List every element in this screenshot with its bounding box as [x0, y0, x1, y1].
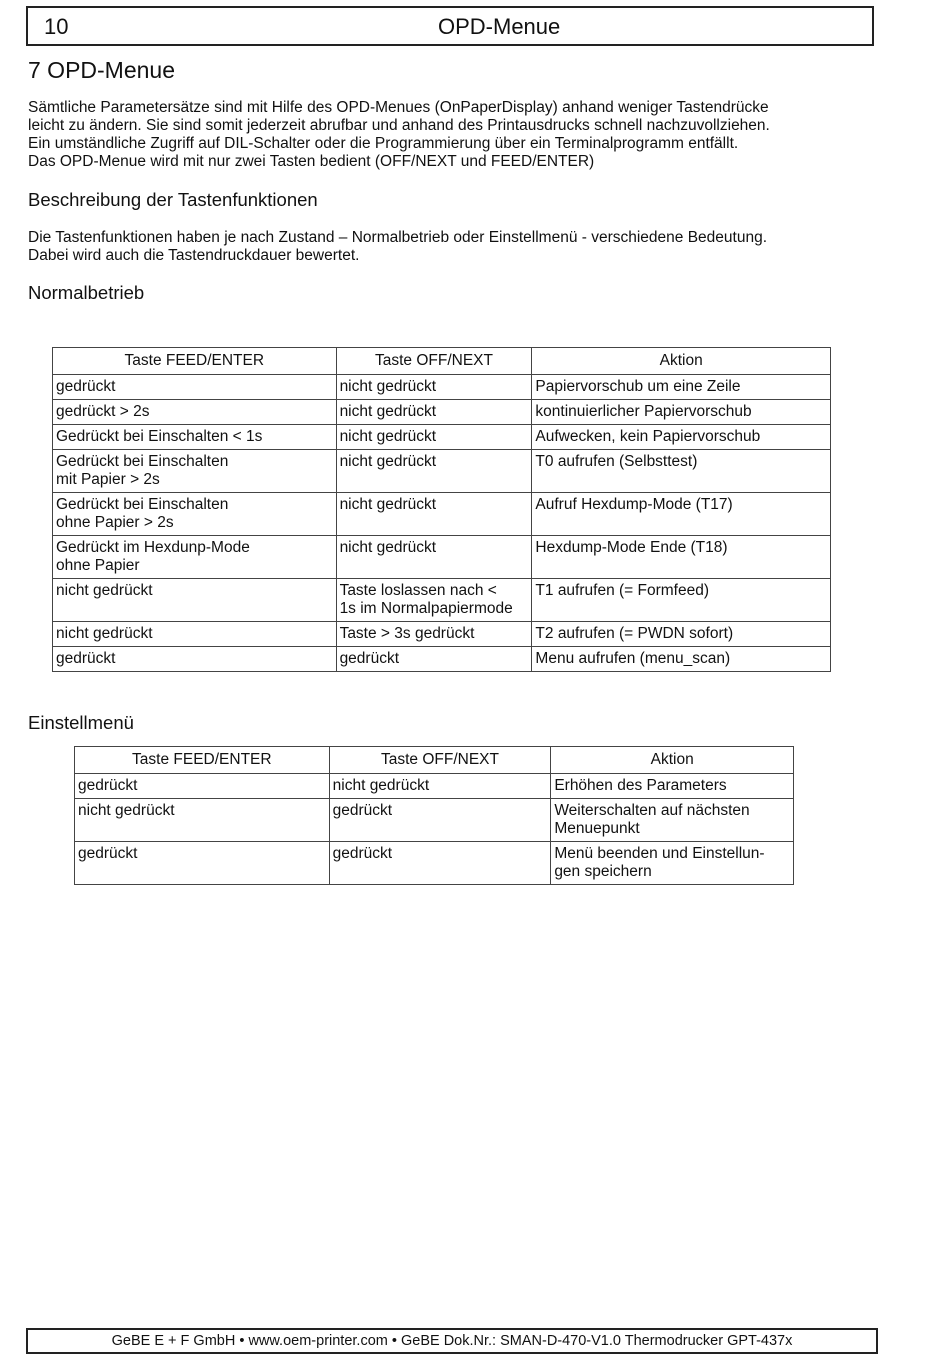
cell-line: Menu aufrufen (menu_scan) [535, 650, 731, 667]
cell-line: T2 aufrufen (= PWDN sofort) [535, 625, 734, 642]
page-number: 10 [44, 14, 69, 39]
cell-line: nicht gedrückt [332, 777, 430, 794]
footer-text: GeBE E + F GmbH • www.oem-printer.com • GeBE Dok.Nr.: SMAN-D-470-V1.0 Thermodrucker GPT-437x [111, 1333, 793, 1349]
intro-line: Ein umständliche Zugriff auf DIL-Schalter oder die Programmierung über ein Terminalprogramm entfällt. [28, 135, 739, 152]
settings-menu-heading: Einstellmenü [28, 712, 134, 733]
feed-enter-cell [75, 842, 330, 885]
feed-enter-cell [53, 622, 337, 647]
cell-line: Aufruf Hexdump-Mode (T17) [535, 496, 733, 513]
off-next-cell [336, 425, 532, 450]
off-next-cell [329, 799, 551, 842]
cell-line: Aufwecken, kein Papiervorschub [535, 428, 761, 445]
cell-line: nicht gedrückt [339, 539, 437, 556]
key-functions-paragraph [28, 229, 868, 265]
table-row [53, 579, 831, 622]
cell-line: nicht gedrückt [339, 428, 437, 445]
cell-line: nicht gedrückt [339, 403, 437, 420]
off-next-cell [336, 493, 532, 536]
cell-line: Menuepunkt [554, 820, 640, 837]
cell-line: gedrückt [56, 378, 116, 395]
cell-line: kontinuierlicher Papiervorschub [535, 403, 752, 420]
cell-line: ohne Papier > 2s [56, 514, 174, 531]
cell-line: T0 aufrufen (Selbsttest) [535, 453, 698, 470]
intro-line: Das OPD-Menue wird mit nur zwei Tasten bedient (OFF/NEXT und FEED/ENTER) [28, 153, 595, 170]
header-action: Aktion [551, 747, 794, 774]
off-next-cell [336, 622, 532, 647]
cell-line: Gedrückt bei Einschalten [56, 496, 229, 513]
cell-line: gen speichern [554, 863, 652, 880]
cell-line: gedrückt > 2s [56, 403, 150, 420]
action-cell [532, 375, 831, 400]
chapter-title: 7 OPD-Menue [28, 57, 176, 83]
cell-line: gedrückt [339, 650, 400, 667]
action-cell [551, 799, 794, 842]
feed-enter-cell [53, 493, 337, 536]
normal-mode-table [52, 347, 831, 672]
header-feed-enter: Taste FEED/ENTER [75, 747, 330, 774]
cell-line: nicht gedrückt [78, 802, 175, 819]
action-cell [532, 622, 831, 647]
cell-line: 1s im Normalpapiermode [339, 600, 513, 617]
action-cell [532, 400, 831, 425]
feed-enter-cell [53, 536, 337, 579]
table-row [53, 493, 831, 536]
cell-line: gedrückt [332, 802, 393, 819]
header-action: Aktion [532, 348, 831, 375]
action-cell [532, 536, 831, 579]
table-row [75, 842, 794, 885]
cell-line: Hexdump-Mode Ende (T18) [535, 539, 728, 556]
header-title: OPD-Menue [438, 14, 561, 39]
table-row [53, 622, 831, 647]
cell-line: nicht gedrückt [339, 496, 437, 513]
table-row [53, 400, 831, 425]
cell-line: nicht gedrückt [56, 582, 153, 599]
feed-enter-cell [75, 799, 330, 842]
feed-enter-cell [53, 450, 337, 493]
cell-line: nicht gedrückt [56, 625, 153, 642]
table-row [53, 536, 831, 579]
cell-line: gedrückt [332, 845, 393, 862]
table-row [53, 647, 831, 672]
cell-line: Taste loslassen nach < [339, 582, 497, 599]
cell-line: gedrückt [78, 845, 138, 862]
action-cell [551, 774, 794, 799]
cell-line: Erhöhen des Parameters [554, 777, 727, 794]
cell-line: T1 aufrufen (= Formfeed) [535, 582, 710, 599]
table-row [75, 774, 794, 799]
feed-enter-cell [53, 375, 337, 400]
settings-menu-table-body [75, 774, 794, 885]
header-off-next: Taste OFF/NEXT [329, 747, 551, 774]
off-next-cell [336, 375, 532, 400]
off-next-cell [336, 647, 532, 672]
feed-enter-cell [53, 647, 337, 672]
cell-line: Menü beenden und Einstellun- [554, 845, 765, 862]
table-row [53, 425, 831, 450]
off-next-cell [336, 450, 532, 493]
off-next-cell [336, 400, 532, 425]
page-footer [26, 1328, 878, 1354]
header-off-next: Taste OFF/NEXT [336, 348, 532, 375]
off-next-cell [336, 579, 532, 622]
table-header-row [75, 747, 794, 774]
action-cell [551, 842, 794, 885]
off-next-cell [329, 774, 551, 799]
intro-line: Sämtliche Parametersätze sind mit Hilfe des OPD-Menues (OnPaperDisplay) anhand weniger Tastendrücke [28, 99, 769, 116]
header-feed-enter: Taste FEED/ENTER [53, 348, 337, 375]
cell-line: nicht gedrückt [339, 453, 437, 470]
key-functions-heading: Beschreibung der Tastenfunktionen [28, 189, 318, 210]
settings-menu-table [74, 746, 794, 885]
cell-line: nicht gedrückt [339, 378, 437, 395]
key-functions-line: Die Tastenfunktionen haben je nach Zustand – Normalbetrieb oder Einstellmenü - verschiedene Bedeutung. [28, 229, 768, 246]
off-next-cell [336, 536, 532, 579]
action-cell [532, 647, 831, 672]
page-header [26, 6, 874, 46]
cell-line: Taste > 3s gedrückt [339, 625, 475, 642]
action-cell [532, 493, 831, 536]
feed-enter-cell [53, 579, 337, 622]
intro-line: leicht zu ändern. Sie sind somit jederzeit abrufbar und anhand des Printausdrucks schnell nachzuvollziehen. [28, 117, 770, 134]
feed-enter-cell [53, 425, 337, 450]
cell-line: ohne Papier [56, 557, 140, 574]
cell-line: Gedrückt im Hexdunp-Mode [56, 539, 250, 556]
off-next-cell [329, 842, 551, 885]
cell-line: Gedrückt bei Einschalten [56, 453, 229, 470]
normal-mode-table-body [53, 375, 831, 672]
table-row [53, 450, 831, 493]
normal-mode-heading: Normalbetrieb [28, 282, 145, 303]
table-row [75, 799, 794, 842]
cell-line: gedrückt [78, 777, 138, 794]
cell-line: Gedrückt bei Einschalten < 1s [56, 428, 263, 445]
cell-line: Weiterschalten auf nächsten [554, 802, 750, 819]
cell-line: Papiervorschub um eine Zeile [535, 378, 741, 395]
key-functions-line: Dabei wird auch die Tastendruckdauer bewertet. [28, 247, 360, 264]
action-cell [532, 450, 831, 493]
action-cell [532, 579, 831, 622]
cell-line: gedrückt [56, 650, 116, 667]
feed-enter-cell [75, 774, 330, 799]
cell-line: mit Papier > 2s [56, 471, 160, 488]
table-row [53, 375, 831, 400]
table-header-row [53, 348, 831, 375]
action-cell [532, 425, 831, 450]
intro-paragraph [28, 99, 868, 171]
feed-enter-cell [53, 400, 337, 425]
